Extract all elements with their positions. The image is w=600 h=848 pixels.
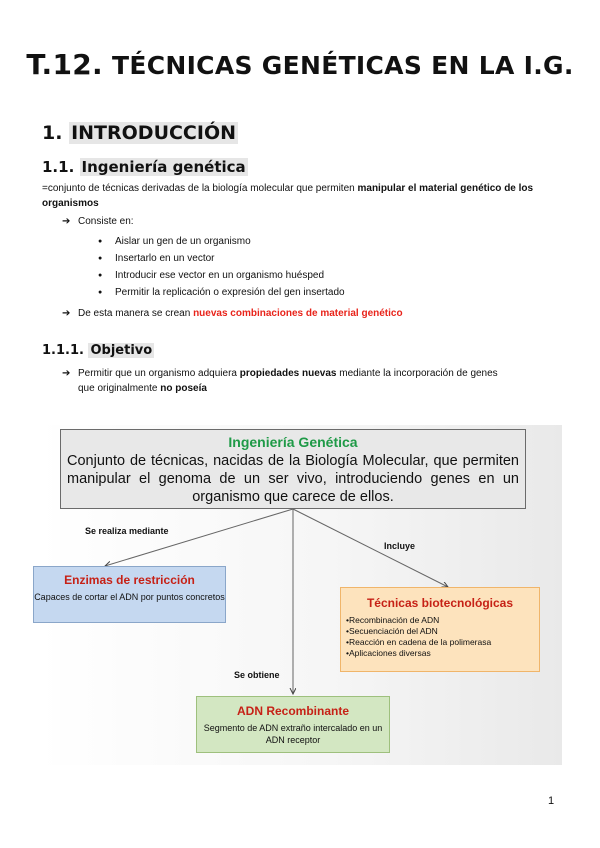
- list-item: •Recombinación de ADN: [346, 615, 440, 625]
- box-title: ADN Recombinante: [236, 704, 349, 718]
- enzimas-box: [33, 566, 226, 623]
- list-item: ● Insertarlo en un vector: [98, 250, 345, 267]
- subsection-title: Ingeniería genética: [81, 158, 246, 176]
- box-description: Capaces de cortar el ADN por puntos concretos: [34, 592, 225, 602]
- box-description: Segmento de ADN extraño intercalado en un ADN receptor: [203, 723, 383, 745]
- section-title: INTRODUCCIÓN: [71, 122, 237, 144]
- objetivo-bold: propiedades nuevas: [239, 368, 337, 379]
- ingenieria-genetica-box: [60, 429, 526, 509]
- list-item: •Aplicaciones diversas: [346, 648, 431, 658]
- title-number: T.12.: [26, 48, 103, 81]
- combinaciones-highlight: nuevas combinaciones de material genético: [193, 308, 403, 319]
- arrow-to-tecnicas: [293, 509, 448, 587]
- arrow-icon: ➔: [62, 216, 71, 227]
- subsubsection-number: 1.1.1.: [42, 343, 84, 358]
- arrow-to-enzimas: [105, 509, 293, 566]
- list-item: •Secuenciación del ADN: [346, 626, 438, 636]
- page-number: 1: [548, 795, 555, 807]
- box-description: Conjunto de técnicas, nacidas de la Biología Molecular, que permiten manipular el genoma de un ser vivo, introduciendo genes en un organismo que carece de ellos.: [67, 453, 519, 505]
- title-text: TÉCNICAS GENÉTICAS EN LA I.G.: [111, 51, 574, 80]
- list-item: ● Aislar un gen de un organismo: [98, 233, 345, 250]
- tecnicas-list: [346, 615, 539, 659]
- objetivo-text: Permitir que un organismo adquiera: [78, 368, 240, 379]
- list-item: ● Permitir la replicación o expresión del gen insertado: [98, 284, 345, 301]
- box-title: Ingeniería Genética: [228, 434, 358, 450]
- label-se-obtiene: Se obtiene: [234, 670, 280, 680]
- adn-recombinante-box: [196, 696, 390, 753]
- definition-text: =conjunto de técnicas derivadas de la biología molecular que permiten: [42, 183, 358, 194]
- consiste-text: Consiste en:: [78, 216, 134, 227]
- arrow-icon: ➔: [62, 308, 71, 319]
- label-incluye: Incluye: [384, 541, 416, 551]
- section-number: 1.: [42, 122, 63, 144]
- subsection-number: 1.1.: [42, 158, 75, 176]
- objetivo-bold: no poseía: [160, 383, 207, 394]
- label-se-realiza: Se realiza mediante: [85, 526, 169, 536]
- box-title: Técnicas biotecnológicas: [366, 596, 514, 610]
- list-item: •Reacción en cadena de la polimerasa: [346, 637, 492, 647]
- definition-bold: manipular el material genético de los organismos: [42, 183, 534, 209]
- subsubsection-title: Objetivo: [90, 343, 153, 358]
- arrow-icon: ➔: [62, 368, 71, 379]
- tecnicas-box: [340, 587, 540, 672]
- combinaciones-text: De esta manera se crean: [78, 308, 194, 319]
- objetivo-text: que originalmente: [78, 383, 161, 394]
- objetivo-text: mediante la incorporación de genes: [336, 368, 498, 379]
- list-item: ● Introducir ese vector en un organismo huésped: [98, 267, 345, 284]
- box-title: Enzimas de restricción: [64, 573, 195, 587]
